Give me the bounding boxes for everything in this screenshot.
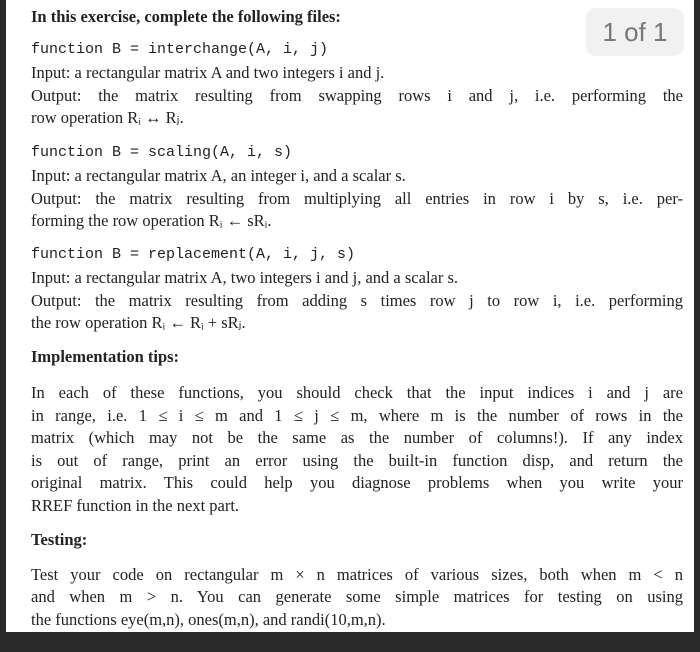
page-indicator: 1 of 1 (586, 8, 684, 56)
testing-line: Test your code on rectangular m × n matrices of various sizes, both when m < n (31, 565, 683, 584)
function-signature: function B = scaling(A, i, s) (31, 144, 293, 161)
tips-line: in range, i.e. 1 ≤ i ≤ m and 1 ≤ j ≤ m, where m is the number of rows in the (31, 406, 683, 425)
function-output: Output: the matrix resulting from multiplying all entries in row i by s, i.e. per- (31, 189, 683, 208)
tips-line: is out of range, print an error using the built-in function disp, and return the (31, 451, 683, 470)
function-input: Input: a rectangular matrix A and two integers i and j. (31, 63, 385, 82)
testing-line: the functions eye(m,n), ones(m,n), and randi(10,m,n). (31, 610, 386, 629)
function-output: forming the row operation Rᵢ ← sRᵢ. (31, 211, 272, 230)
function-signature: function B = replacement(A, i, j, s) (31, 246, 356, 263)
function-output: the row operation Rᵢ ← Rᵢ + sRⱼ. (31, 313, 246, 332)
tips-line: In each of these functions, you should check that the input indices i and j are (31, 383, 683, 402)
function-signature: function B = interchange(A, i, j) (31, 41, 329, 58)
function-output: Output: the matrix resulting from swapping rows i and j, i.e. performing the (31, 86, 683, 105)
title: In this exercise, complete the following files: (31, 7, 341, 26)
function-input: Input: a rectangular matrix A, two integers i and j, and a scalar s. (31, 268, 459, 287)
function-output: row operation Rᵢ ↔ Rⱼ. (31, 108, 184, 127)
document-page (6, 0, 694, 632)
tips-line: original matrix. This could help you diagnose problems when you write your (31, 473, 683, 492)
tips-heading: Implementation tips: (31, 347, 180, 366)
function-input: Input: a rectangular matrix A, an integer i, and a scalar s. (31, 166, 406, 185)
tips-line: RREF function in the next part. (31, 496, 240, 515)
testing-line: and when m > n. You can generate some simple matrices for testing on using (31, 587, 683, 606)
testing-heading: Testing: (31, 530, 88, 549)
function-output: Output: the matrix resulting from adding s times row j to row i, i.e. performing (31, 291, 683, 310)
tips-line: matrix (which may not be the same as the number of columns!). If any index (31, 428, 683, 447)
